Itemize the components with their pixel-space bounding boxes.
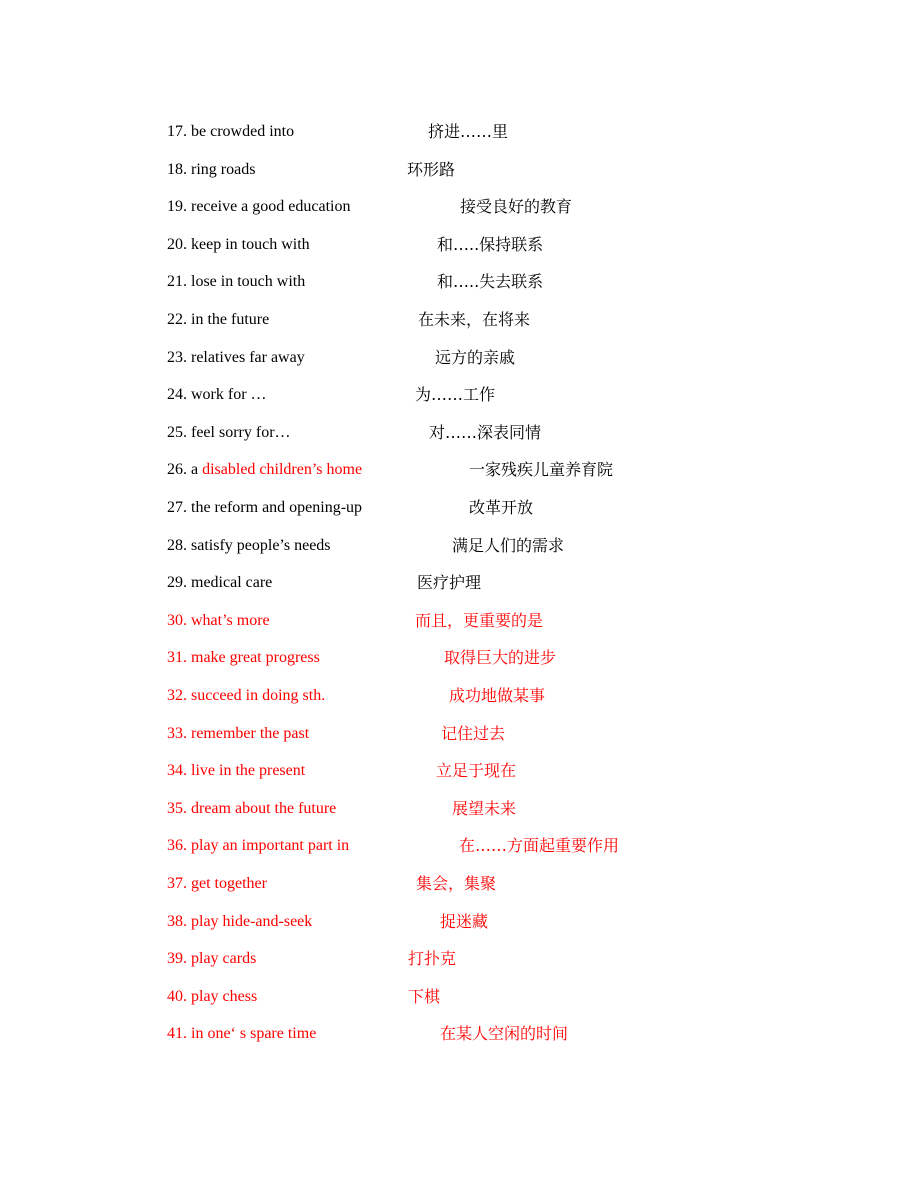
chinese-translation: 对……深表同情 — [429, 422, 542, 442]
english-phrase — [167, 117, 294, 147]
chinese-translation: 和…..失去联系 — [437, 272, 544, 292]
chinese-translation: 在未来，在将来 — [418, 310, 531, 329]
entry-number: 20. — [167, 235, 187, 253]
english-phrase — [167, 305, 269, 335]
entry-number: 38. — [167, 912, 187, 930]
english-text: play chess — [187, 987, 258, 1005]
english-text: what’s more — [187, 611, 270, 629]
english-text: keep in touch with — [187, 235, 310, 253]
english-text: remember the past — [187, 724, 310, 742]
chinese-translation: 改革开放 — [469, 498, 534, 517]
vocab-row — [0, 982, 920, 1012]
vocab-row — [0, 493, 920, 523]
english-text: the reform and opening-up — [187, 499, 363, 516]
entry-number: 27. — [167, 499, 187, 516]
english-phrase — [167, 907, 312, 937]
english-phrase — [167, 267, 305, 297]
english-phrase — [167, 493, 362, 523]
entry-number: 39. — [167, 950, 187, 968]
entry-number: 34. — [167, 762, 187, 780]
chinese-translation: 在……方面起重要作用 — [459, 836, 620, 856]
entry-number: 31. — [167, 649, 187, 667]
english-text: succeed in doing sth. — [187, 687, 326, 704]
vocab-row — [0, 418, 920, 448]
chinese-translation: 医疗护理 — [417, 573, 482, 593]
entry-number: 19. — [167, 198, 187, 216]
entry-number: 28. — [167, 536, 187, 554]
english-phrase — [167, 831, 349, 861]
vocab-row — [0, 155, 920, 185]
chinese-translation: 下棋 — [408, 986, 441, 1006]
english-phrase — [167, 418, 291, 448]
entry-number: 37. — [167, 875, 187, 892]
chinese-translation: 一家残疾儿童养育院 — [469, 460, 614, 480]
english-phrase — [167, 869, 267, 899]
vocab-row — [0, 531, 920, 561]
vocab-row — [0, 831, 920, 861]
english-text: lose in touch with — [187, 273, 306, 291]
english-text: a — [187, 461, 203, 479]
english-text: play cards — [187, 950, 257, 968]
chinese-translation: 展望未来 — [452, 798, 517, 818]
english-phrase — [167, 568, 272, 598]
english-text: be crowded into — [187, 123, 295, 140]
english-text: ring roads — [187, 160, 256, 178]
english-text: medical care — [187, 574, 273, 592]
chinese-translation: 满足人们的需求 — [452, 535, 565, 555]
entry-number: 40. — [167, 987, 187, 1005]
english-text: play hide-and-seek — [187, 912, 313, 930]
vocab-row — [0, 568, 920, 598]
english-phrase — [167, 155, 255, 185]
vocab-row — [0, 869, 920, 899]
english-phrase — [167, 756, 305, 786]
english-phrase — [167, 230, 310, 260]
entry-number: 17. — [167, 123, 187, 140]
english-phrase — [167, 531, 331, 561]
vocab-row — [0, 794, 920, 824]
entry-number: 35. — [167, 799, 187, 817]
chinese-translation: 环形路 — [407, 159, 456, 179]
vocab-row — [0, 267, 920, 297]
english-text-highlight: disabled children’s home — [202, 461, 363, 479]
vocab-row — [0, 606, 920, 636]
vocab-row — [0, 756, 920, 786]
vocab-row — [0, 117, 920, 147]
vocab-row — [0, 380, 920, 410]
english-phrase — [167, 455, 362, 485]
english-phrase — [167, 944, 256, 974]
chinese-translation: 接受良好的教育 — [460, 197, 573, 217]
english-phrase — [167, 681, 325, 711]
english-text: in one‘ s spare time — [187, 1025, 317, 1043]
vocab-row — [0, 944, 920, 974]
english-phrase — [167, 606, 270, 636]
english-text: receive a good education — [187, 198, 351, 216]
vocab-row — [0, 1019, 920, 1049]
english-phrase — [167, 719, 309, 749]
english-phrase — [167, 794, 336, 824]
english-text: play an important part in — [187, 837, 350, 855]
english-phrase — [167, 380, 267, 410]
english-text: satisfy people’s needs — [187, 536, 331, 554]
chinese-translation: 远方的亲戚 — [435, 347, 516, 367]
vocab-row — [0, 192, 920, 222]
english-phrase — [167, 643, 320, 673]
english-phrase — [167, 1019, 316, 1049]
english-text: in the future — [187, 311, 270, 328]
entry-number: 29. — [167, 574, 187, 592]
entry-number: 25. — [167, 423, 187, 441]
chinese-translation: 在某人空闲的时间 — [440, 1024, 569, 1044]
vocab-row — [0, 643, 920, 673]
chinese-translation: 取得巨大的进步 — [444, 648, 557, 668]
english-text: make great progress — [187, 649, 320, 667]
english-text: dream about the future — [187, 799, 337, 817]
vocab-row — [0, 719, 920, 749]
chinese-translation: 捉迷藏 — [440, 911, 489, 931]
chinese-translation: 而且，更重要的是 — [415, 610, 544, 630]
chinese-translation: 和…..保持联系 — [437, 234, 544, 254]
chinese-translation: 打扑克 — [408, 949, 457, 969]
entry-number: 18. — [167, 160, 187, 178]
chinese-translation: 立足于现在 — [436, 761, 517, 781]
english-text: relatives far away — [187, 348, 305, 366]
entry-number: 22. — [167, 311, 187, 328]
vocab-row — [0, 681, 920, 711]
english-phrase — [167, 343, 305, 373]
chinese-translation: 挤进……里 — [428, 122, 509, 141]
english-text: live in the present — [187, 762, 306, 780]
entry-number: 41. — [167, 1025, 187, 1043]
entry-number: 33. — [167, 724, 187, 742]
english-text: feel sorry for… — [187, 423, 291, 441]
vocab-row — [0, 455, 920, 485]
entry-number: 32. — [167, 687, 187, 704]
vocab-row — [0, 343, 920, 373]
entry-number: 26. — [167, 461, 187, 479]
english-phrase — [167, 982, 257, 1012]
chinese-translation: 集会，集聚 — [416, 874, 497, 893]
english-phrase — [167, 192, 350, 222]
entry-number: 21. — [167, 273, 187, 291]
entry-number: 30. — [167, 611, 187, 629]
entry-number: 24. — [167, 386, 187, 404]
chinese-translation: 记住过去 — [441, 723, 506, 743]
entry-number: 36. — [167, 837, 187, 855]
chinese-translation: 为……工作 — [415, 385, 496, 405]
chinese-translation: 成功地做某事 — [449, 686, 546, 705]
entry-number: 23. — [167, 348, 187, 366]
vocab-row — [0, 305, 920, 335]
vocab-row — [0, 907, 920, 937]
english-text: get together — [187, 875, 267, 892]
vocab-row — [0, 230, 920, 260]
english-text: work for … — [187, 386, 267, 404]
